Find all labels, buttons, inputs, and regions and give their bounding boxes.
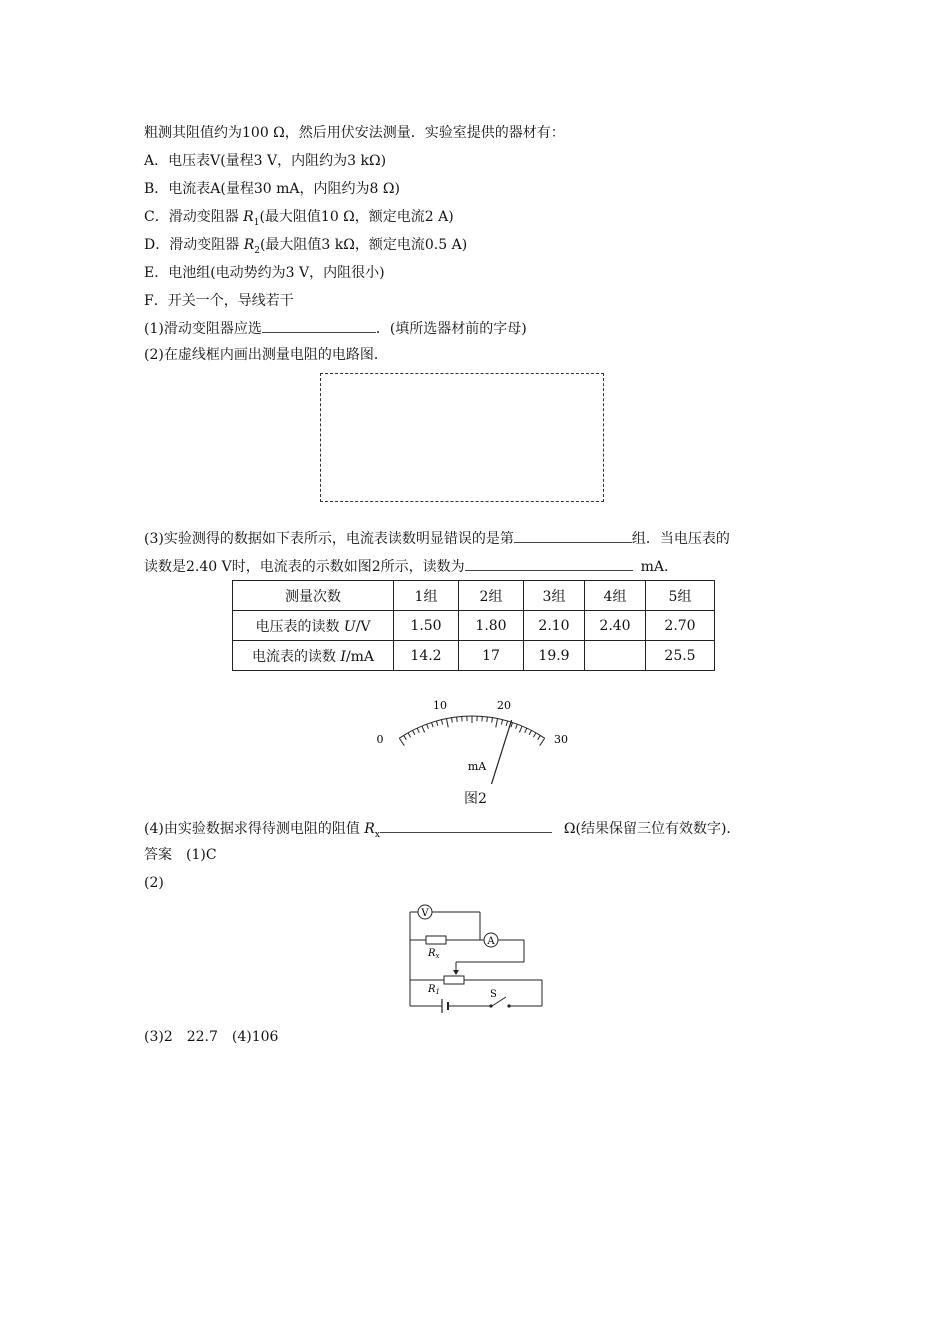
voltage-label-prefix: 电压表的读数 (255, 618, 344, 635)
r1-label-var: R (428, 984, 436, 995)
q1-answer-blank[interactable] (262, 318, 376, 333)
q3-line2-before: 读数是2.40 V时，电流表的示数如图2所示，读数为 (144, 559, 465, 575)
table-cell (585, 641, 646, 671)
meter-tick (519, 726, 522, 732)
meter-tick-label-10: 10 (433, 699, 447, 712)
meter-tick (487, 717, 488, 722)
meter-tick (417, 728, 419, 733)
meter-tick (506, 721, 507, 726)
table-cell: 2.40 (585, 611, 646, 641)
meter-tick-label-30: 30 (554, 733, 568, 746)
rheostat-r1-symbol (444, 976, 464, 984)
q1-after: ．(填所选器材前的字母) (375, 321, 527, 337)
rx-label-sub: x (435, 952, 440, 960)
answer-2-label: (2) (144, 875, 164, 891)
meter-tick (501, 720, 502, 725)
q3-line1-after: 组．当电压表的 (631, 531, 730, 547)
q3-line2-after: mA. (640, 559, 669, 575)
option-e: E．电池组(电动势约为3 V，内阻很小) (144, 265, 385, 281)
meter-tick (436, 721, 437, 726)
meter-tick (432, 722, 434, 727)
question-3-line-1 (144, 528, 730, 548)
table-header-cell: 3组 (524, 581, 585, 611)
table-header-row (233, 581, 715, 611)
current-label-prefix: 电流表的读数 (251, 648, 341, 665)
dashed-drawing-box (320, 373, 604, 502)
meter-tick (540, 738, 545, 745)
option-d-prefix: D．滑动变阻器 (144, 237, 244, 253)
meter-tick (399, 738, 404, 745)
intro-text: 粗测其阻值约为100 Ω，然后用伏安法测量．实验室提供的器材有： (144, 125, 565, 141)
voltage-unit: /V (355, 618, 371, 635)
table-row-label (233, 641, 394, 671)
meter-unit-label: mA (467, 760, 487, 773)
switch-contact (507, 1004, 510, 1007)
option-c-suffix: (最大阻值10 Ω，额定电流2 A) (259, 209, 454, 225)
meter-tick (422, 726, 425, 732)
q3-line1-before: (3)实验测得的数据如下表所示，电流表读数明显错误的是第 (144, 531, 514, 547)
resistor-rx-symbol (426, 936, 446, 944)
q4-before: (4)由实验数据求得待测电阻的阻值 (144, 821, 365, 837)
answer-3-4: (3)2 22.7 (4)106 (144, 1029, 279, 1045)
meter-tick (427, 724, 429, 729)
q4-sub: x (374, 829, 380, 840)
option-b: B．电流表A(量程30 mA，内阻约为8 Ω) (144, 181, 400, 197)
option-c-sub: 1 (253, 217, 260, 228)
answer-circuit-diagram (404, 900, 550, 1016)
meter-tick (446, 719, 448, 728)
meter-tick (533, 733, 535, 737)
meter-tick (452, 718, 453, 723)
table-cell: 1.80 (459, 611, 524, 641)
measurement-table (232, 580, 715, 671)
figure-2-caption: 图2 (464, 791, 487, 807)
q4-answer-blank[interactable] (380, 818, 552, 833)
meter-tick (408, 733, 410, 737)
answer-line-1 (144, 846, 217, 864)
question-4 (144, 818, 740, 844)
table-header-cell: 2组 (459, 581, 524, 611)
meter-tick (404, 735, 407, 739)
meter-tick (525, 728, 527, 733)
meter-tick-label-0: 0 (376, 733, 384, 746)
rx-label-var: R (428, 948, 436, 959)
table-cell: 2.10 (524, 611, 585, 641)
table-cell: 14.2 (394, 641, 459, 671)
table-row-voltage (233, 611, 715, 641)
answer-1: (1)C (186, 847, 217, 863)
table-cell: 17 (459, 641, 524, 671)
option-d (144, 236, 467, 260)
voltmeter-label: V (421, 908, 429, 919)
milliammeter-dial-figure (370, 696, 580, 784)
voltage-var: U (343, 618, 356, 635)
table-cell: 25.5 (646, 641, 715, 671)
switch-contact (489, 1004, 492, 1007)
q3-reading-blank[interactable] (465, 556, 633, 571)
meter-tick (529, 730, 531, 734)
option-a: A．电压表V(量程3 V，内阻约为3 kΩ) (144, 153, 387, 169)
option-d-suffix: (最大阻值3 kΩ，额定电流0.5 A) (259, 237, 468, 253)
question-1 (144, 318, 527, 338)
meter-tick (538, 735, 541, 739)
table-cell: 2.70 (646, 611, 715, 641)
option-c (144, 208, 454, 232)
meter-tick (492, 718, 493, 723)
r1-label (427, 984, 440, 996)
meter-tick (516, 724, 518, 729)
option-d-sub: 2 (254, 245, 260, 256)
q3-group-blank[interactable] (514, 528, 632, 543)
answer-head: 答案 (144, 847, 172, 863)
option-f: F．开关一个，导线若干 (144, 293, 294, 309)
slider-arrow-icon (453, 970, 459, 975)
switch-label: S (490, 989, 497, 1000)
table-header-cell: 测量次数 (233, 581, 394, 611)
option-c-var: R (243, 209, 254, 225)
current-var: I (340, 648, 346, 665)
meter-tick (413, 730, 415, 734)
rx-label (427, 948, 440, 960)
table-row-current (233, 641, 715, 671)
current-unit: /mA (345, 648, 375, 665)
question-2: (2)在虚线框内画出测量电阻的电路图． (144, 347, 388, 363)
meter-tick-label-20: 20 (497, 699, 511, 712)
q1-before: (1)滑动变阻器应选 (144, 321, 262, 337)
meter-needle (488, 720, 511, 784)
meter-scale (399, 716, 544, 746)
table-header-cell: 5组 (646, 581, 715, 611)
meter-tick (496, 719, 498, 728)
q4-var: R (364, 821, 375, 837)
table-cell: 1.50 (394, 611, 459, 641)
option-d-var: R (243, 237, 255, 253)
table-cell: 19.9 (524, 641, 585, 671)
ammeter-label: A (487, 936, 495, 947)
table-header-cell: 4组 (585, 581, 646, 611)
question-3-line-2 (144, 556, 668, 576)
r1-label-sub: 1 (435, 988, 440, 996)
meter-tick (441, 720, 442, 725)
q4-after: Ω(结果保留三位有效数字)． (563, 821, 741, 837)
table-header-cell: 1组 (394, 581, 459, 611)
table-row-label (233, 611, 394, 641)
option-c-prefix: C．滑动变阻器 (144, 209, 244, 225)
meter-tick (457, 717, 458, 722)
